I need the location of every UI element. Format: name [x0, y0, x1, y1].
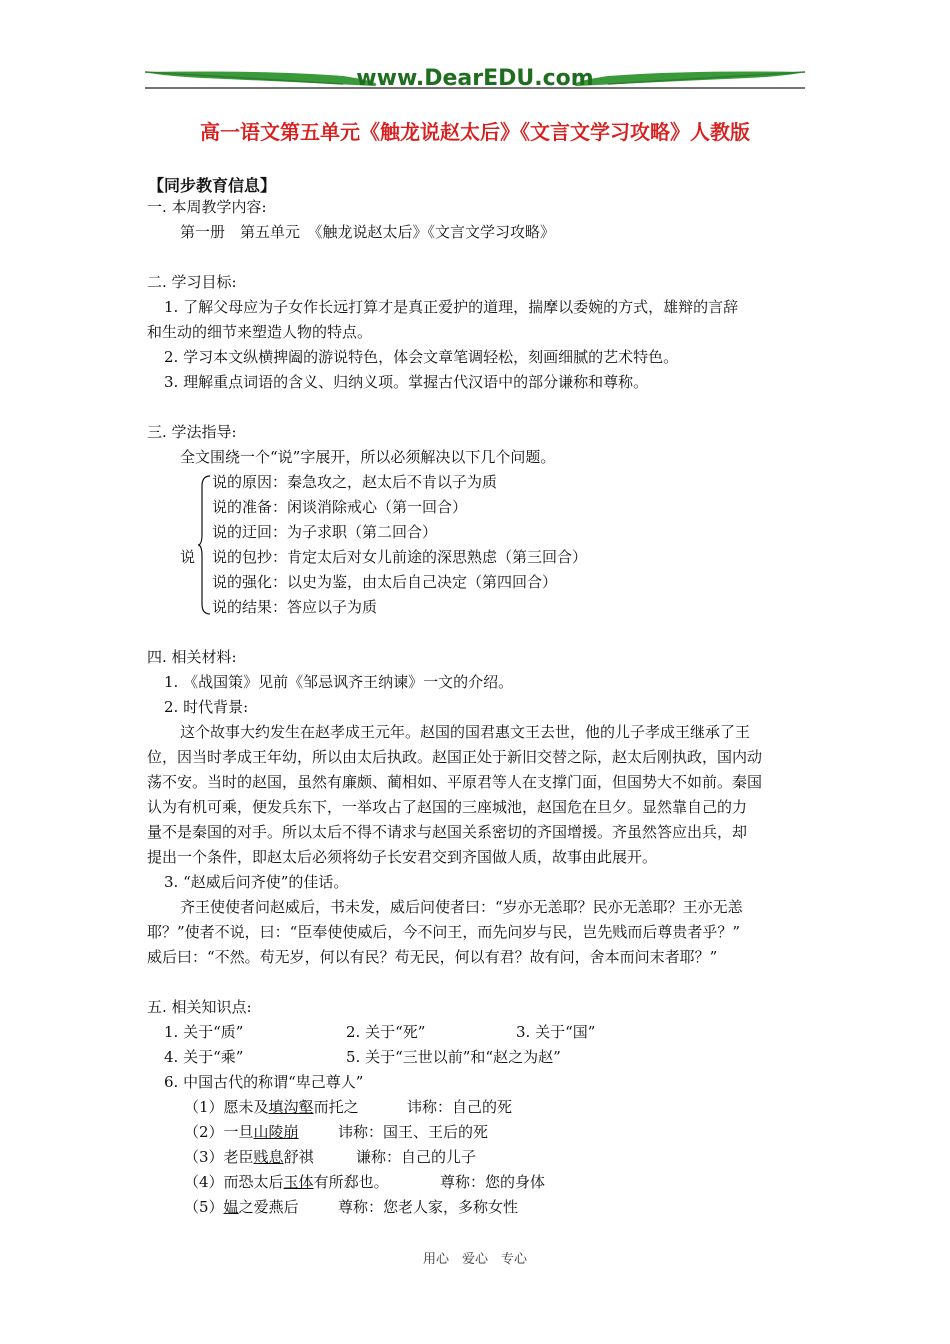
curly-brace-icon: [198, 474, 212, 616]
paragraph-line: 这个故事大约发生在赵孝成王元年。赵国的国君惠文王去世，他的儿子孝成王继承了王: [180, 723, 751, 741]
example-suffix: 有所郄也。: [313, 1173, 389, 1191]
s4-item: 3. “赵威后问齐使”的佳话。: [164, 873, 349, 891]
page-footer: 用心 爱心 专心: [422, 1252, 527, 1267]
example-prefix: （3）老臣: [184, 1148, 254, 1166]
example-note: 讳称：自己的死: [407, 1098, 513, 1116]
s2-heading: 二. 学习目标:: [147, 273, 237, 291]
s3-intro: 全文围绕一个“说”字展开，所以必须解决以下几个问题。: [180, 448, 556, 466]
knowledge-point: 3. 关于“国”: [516, 1023, 596, 1041]
paragraph-line: 耶？”使者不说，曰：“臣奉使使威后，今不问王，而先问岁与民，岂先贱而后尊贵者乎？”: [147, 923, 741, 941]
brace-label: 说: [180, 548, 196, 566]
example-suffix: 之爱燕后: [238, 1198, 299, 1216]
paragraph-line: 威后曰：“不然。苟无岁，何以有民？苟无民，何以有君？故有问，舍本而问末者耶？”: [147, 948, 718, 966]
s1-content: 第一册 第五单元 《触龙说赵太后》《文言文学习攻略》: [180, 223, 556, 241]
example-note: 尊称：您的身体: [440, 1173, 546, 1191]
s4-item: 1. 《战国策》见前《邹忌讽齐王纳谏》一文的介绍。: [164, 673, 514, 691]
title-example: [184, 1195, 299, 1220]
s4-heading: 四. 相关材料:: [147, 648, 237, 666]
section-header: 【同步教育信息】: [148, 176, 277, 195]
example-prefix: （2）一旦: [184, 1123, 254, 1141]
example-prefix: （4）而恐太后: [184, 1173, 284, 1191]
title-example: [184, 1145, 314, 1170]
title-example: [184, 1095, 359, 1120]
paragraph-line: 荡不安。当时的赵国，虽然有廉颇、蔺相如、平原君等人在支撑门面，但国势大不如前。秦国: [147, 773, 763, 791]
paragraph-line: 齐王使使者问赵威后，书未发，威后问使者曰：“岁亦无恙耶？民亦无恙耶？王亦无恙: [180, 898, 743, 916]
example-note: 尊称：您老人家，多称女性: [338, 1198, 519, 1216]
s2-item: 和生动的细节来塑造人物的特点。: [147, 323, 373, 341]
site-logo-text[interactable]: www.DearEDU.com: [356, 66, 594, 91]
paragraph-line: 提出一个条件，即赵太后必须将幼子长安君交到齐国做人质，故事由此展开。: [147, 848, 658, 866]
s2-item: 3. 理解重点词语的含义、归纳义项。掌握古代汉语中的部分谦称和尊称。: [164, 373, 649, 391]
header-banner: [143, 62, 807, 96]
example-underlined: 玉体: [283, 1173, 314, 1191]
example-note: 谦称：自己的儿子: [356, 1148, 477, 1166]
example-suffix: 舒祺: [283, 1148, 314, 1166]
paragraph-line: 位，因当时孝成王年幼，所以由太后执政。赵国正处于新旧交替之际，赵太后刚执政，国内动: [147, 748, 763, 766]
title-example: [184, 1170, 389, 1195]
s2-item: 2. 学习本文纵横捭阖的游说特色，体会文章笔调轻松，刻画细腻的艺术特色。: [164, 348, 679, 366]
brace-line: 说的迂回：为子求职（第二回合）: [212, 523, 438, 541]
s1-heading: 一. 本周教学内容:: [147, 198, 267, 216]
brace-line: 说的原因：秦急攻之，赵太后不肯以子为质: [212, 473, 498, 491]
example-suffix: 而托之: [313, 1098, 359, 1116]
knowledge-point: 1. 关于“质”: [164, 1023, 244, 1041]
knowledge-point: 4. 关于“乘”: [164, 1048, 244, 1066]
brace-line: 说的强化：以史为鉴，由太后自己决定（第四回合）: [212, 573, 558, 591]
example-prefix: （1）愿未及: [184, 1098, 269, 1116]
s5-heading: 五. 相关知识点:: [147, 998, 252, 1016]
brace-line: 说的包抄：肯定太后对女儿前途的深思熟虑（第三回合）: [212, 548, 588, 566]
knowledge-point: 2. 关于“死”: [346, 1023, 426, 1041]
s3-heading: 三. 学法指导:: [147, 423, 237, 441]
s4-item: 2. 时代背景:: [164, 698, 249, 716]
example-underlined: 贱息: [253, 1148, 284, 1166]
example-prefix: （5）: [184, 1198, 224, 1216]
title-example: [184, 1120, 299, 1145]
paragraph-line: 认为有机可乘，便发兵东下，一举攻占了赵国的三座城池，赵国危在旦夕。显然靠自己的力: [147, 798, 748, 816]
knowledge-point: 5. 关于“三世以前”和“赵之为赵”: [346, 1048, 561, 1066]
s2-item: 1. 了解父母应为子女作长远打算才是真正爱护的道理，揣摩以委婉的方式，雄辩的言辞: [164, 298, 739, 316]
example-note: 讳称：国王、王后的死: [338, 1123, 489, 1141]
document-title: 高一语文第五单元《触龙说赵太后》《文言文学习攻略》人教版: [200, 120, 750, 144]
brace-line: 说的结果：答应以子为质: [212, 598, 378, 616]
brace-line: 说的准备：闲谈消除戒心（第一回合）: [212, 498, 468, 516]
example-underlined: 填沟壑: [268, 1098, 314, 1116]
paragraph-line: 量不是秦国的对手。所以太后不得不请求与赵国关系密切的齐国增援。齐虽然答应出兵，却: [147, 823, 748, 841]
example-underlined: 山陵崩: [253, 1123, 299, 1141]
knowledge-point: 6. 中国古代的称谓“卑己尊人”: [164, 1073, 364, 1091]
example-underlined: 媪: [223, 1198, 239, 1216]
